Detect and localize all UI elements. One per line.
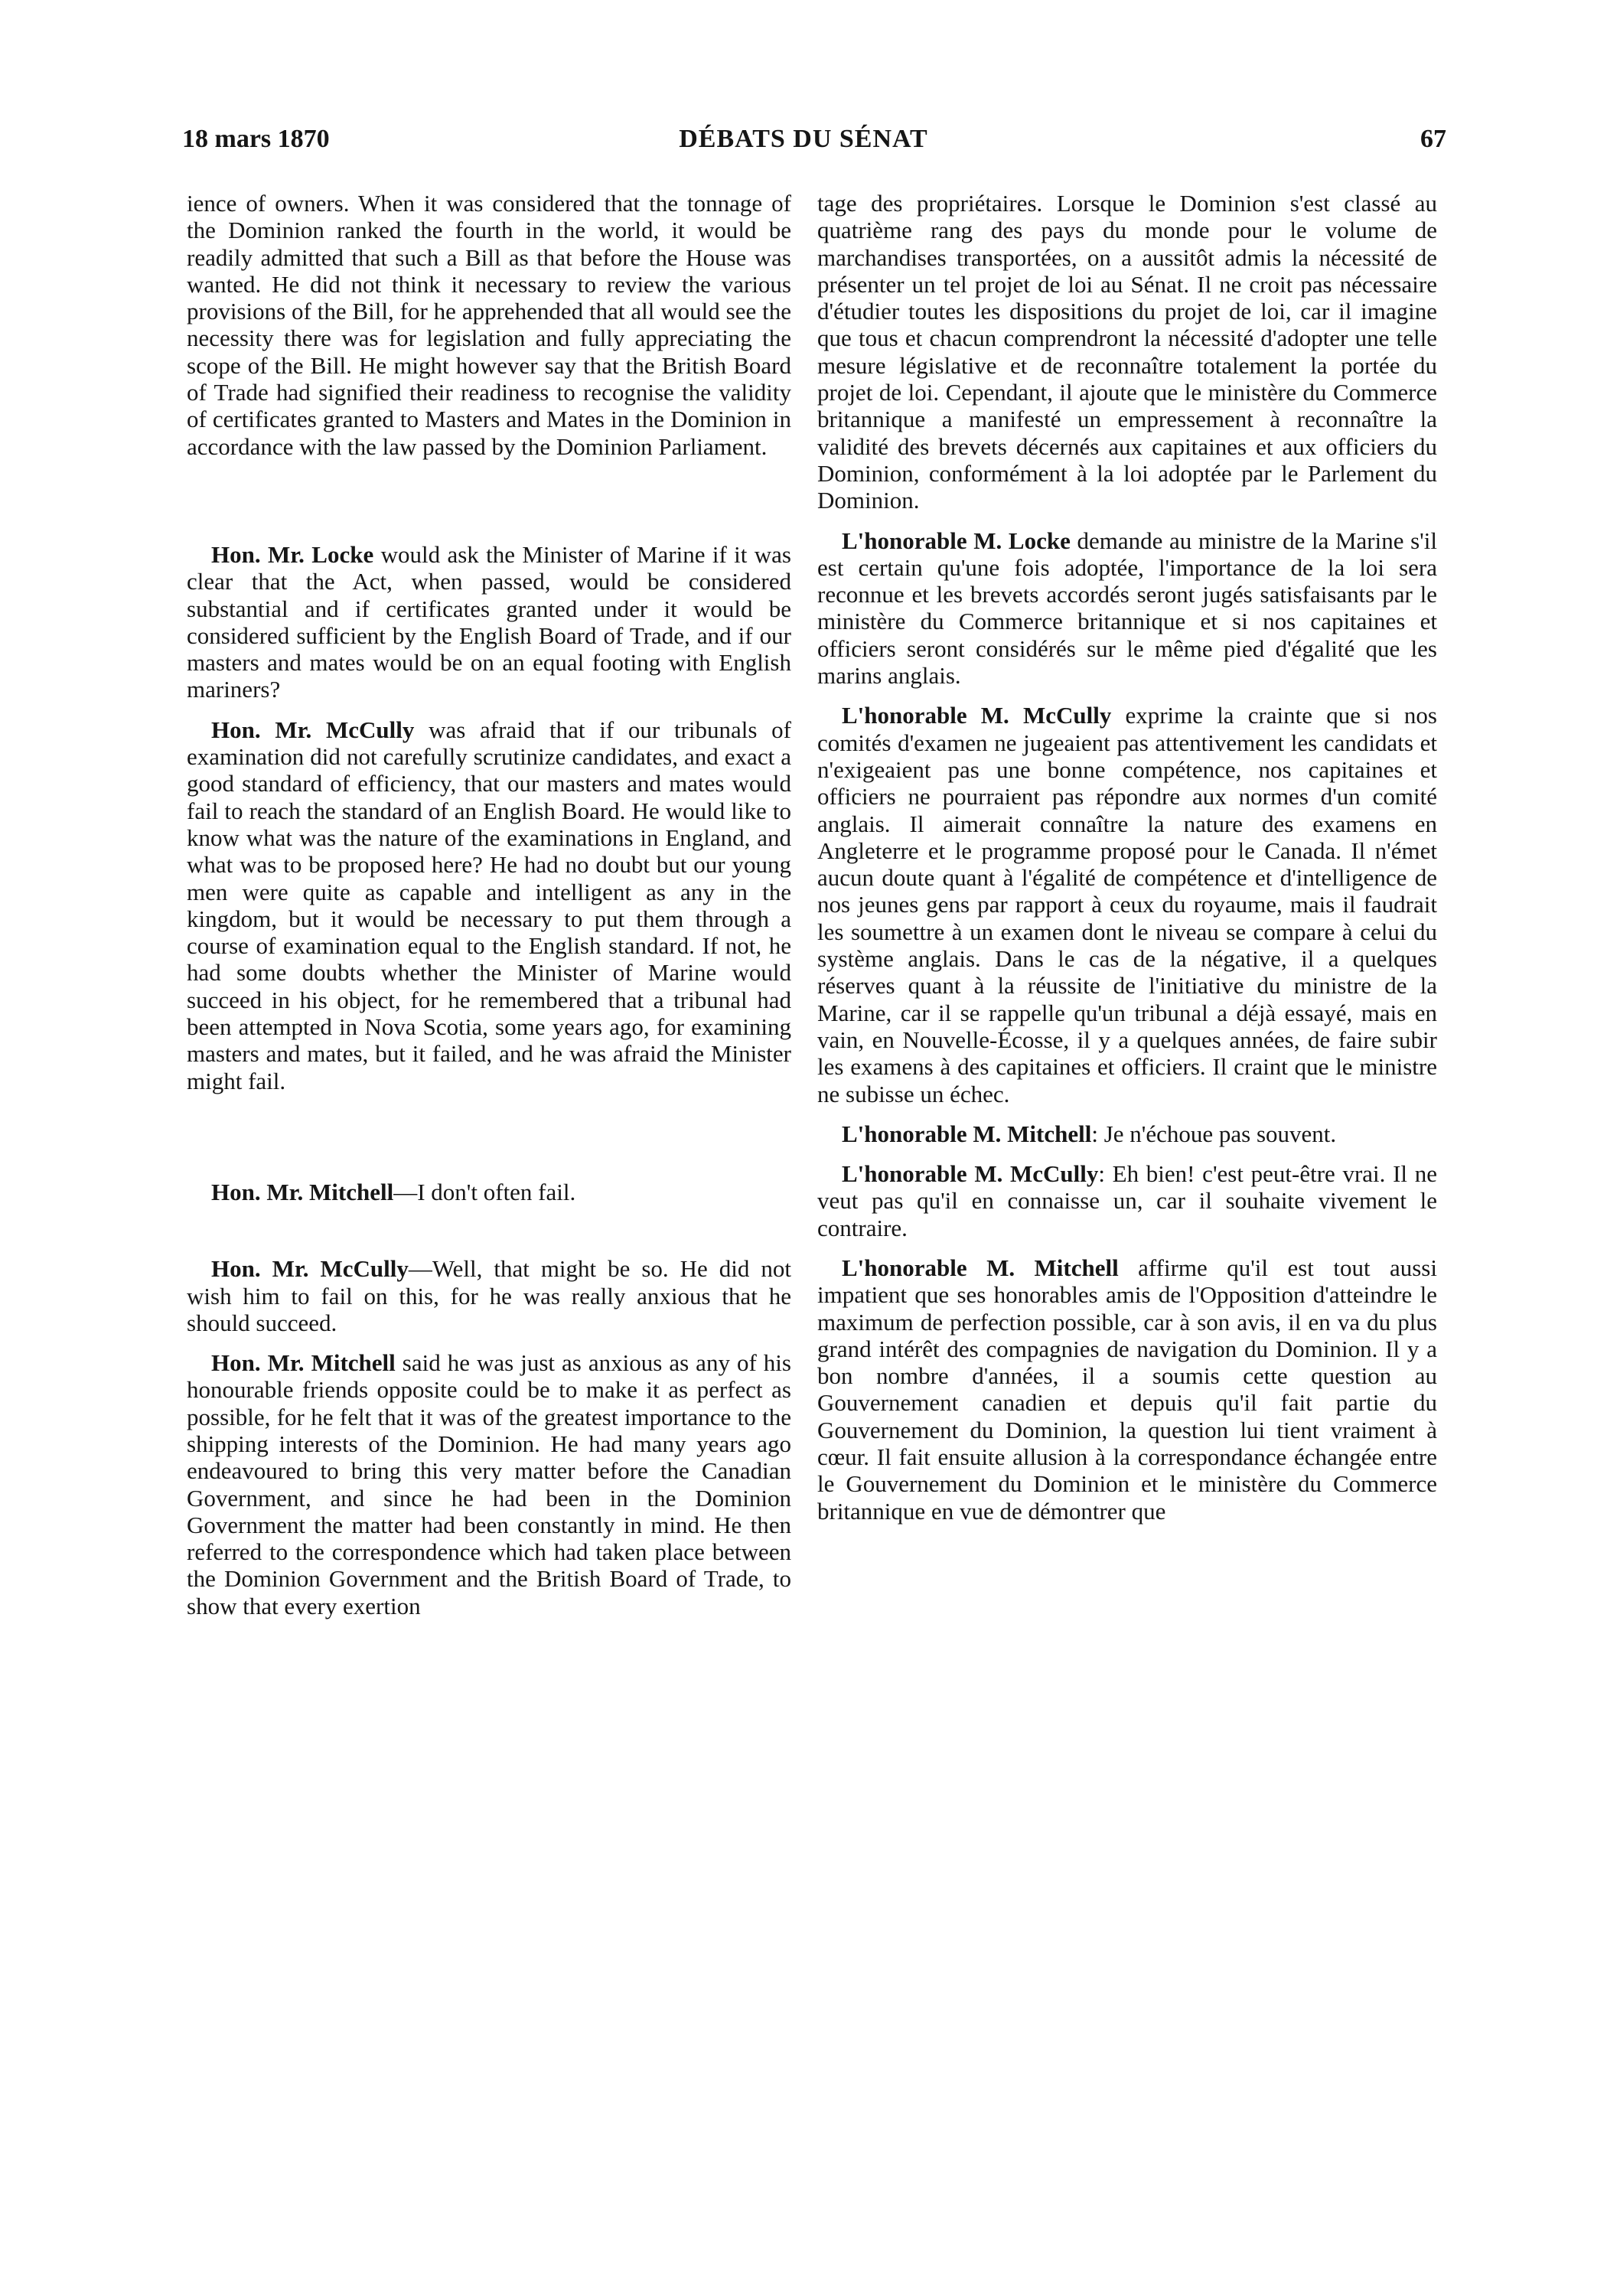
fr-speaker: L'honorable M. McCully (842, 702, 1112, 729)
en-text: would ask the Minister of Marine if it was clear that the Act, when passed, would be considered substantial and if certificates granted under it would be considered sufficient by the English Board of Trade, and if our masters and mates would be on an equal footing with English mariners? (187, 540, 791, 703)
fr-paragraph-6 (817, 1254, 1437, 1525)
en-text: —I don't often fail. (393, 1178, 576, 1205)
en-speaker: Hon. Mr. Mitchell (211, 1178, 394, 1205)
header-title: DÉBATS DU SÉNAT (679, 125, 928, 153)
en-paragraph-2 (187, 541, 791, 703)
fr-text: : Eh bien! c'est peut-être vrai. Il ne veut pas qu'il en connaisse un, car il souhaite vivement le contraire. (817, 1160, 1437, 1241)
en-text: —Well, that might be so. He did not wish him to fail on this, for he was really anxious that he should succeed. (187, 1255, 791, 1336)
en-paragraph-5 (187, 1255, 791, 1336)
header-date: 18 mars 1870 (182, 125, 330, 153)
en-text: said he was just as anxious as any of his honourable friends opposite could be to make it as perfect as possible, for he felt that it was of the greatest importance to the shipping interests of the Dominion. He had many years ago endeavoured to bring this very matter before the Canadian Government, and since he had been in the Dominion Government the matter had been constantly in mind. He then referred to the correspondence which had taken place between the Dominion Government and the British Board of Trade, to show that every exertion (187, 1349, 791, 1619)
fr-speaker: L'honorable M. McCully (842, 1160, 1099, 1188)
fr-speaker: L'honorable M. Locke (842, 527, 1071, 554)
en-paragraph-1 (187, 190, 791, 460)
en-text: was afraid that if our tribunals of examination did not carefully scrutinize candidates, and exact a good standard of efficiency, that our masters and mates would fail to reach the standard of an English Board. He would like to know what was the nature of the examinations in England, and what was to be proposed here? He had no doubt but our young men were quite as capable and intelligent as any in the kingdom, but it would be necessary to put them through a course of examination equal to the English standard. If not, he had some doubts whether the Minister of Marine would succeed in his object, for he remembered that a tribunal had been attempted in Nova Scotia, some years ago, for examining masters and mates, but it failed, and he was afraid the Minister might fail. (187, 716, 791, 1094)
page-number: 67 (1420, 125, 1446, 153)
english-column (187, 190, 791, 1619)
en-paragraph-4 (187, 1179, 791, 1205)
fr-text: tage des propriétaires. Lorsque le Dominion s'est classé au quatrième rang des pays du monde pour le volume de marchandises transportées, on a aussitôt admis la nécessité de présenter un tel projet de loi au Sénat. Il ne croit pas nécessaire d'étudier toutes les dispositions du projet de loi, car il imagine que tous et chacun comprendront la nécessité d'adopter une telle mesure législative et de reconnaître totalement la portée du projet de loi. Cependant, il ajoute que le ministère du Commerce britannique a manifesté un empressement à reconnaître la validité des brevets décernés aux capitaines et aux officiers du Dominion, conformément à la loi adoptée par le Parlement du Dominion. (817, 190, 1437, 514)
fr-speaker: L'honorable M. Mitchell (842, 1120, 1092, 1147)
fr-paragraph-4 (817, 1120, 1437, 1147)
fr-speaker: L'honorable M. Mitchell (842, 1254, 1119, 1281)
fr-text: demande au ministre de la Marine s'il est certain qu'une fois adoptée, l'importance de la loi sera reconnue et les brevets accordés seront jugés satisfaisants par le ministère du Commerce britannique et si nos capitaines et officiers seront considérés sur le même pied d'égalité que les marins anglais. (817, 527, 1437, 690)
en-speaker: Hon. Mr. Locke (211, 540, 374, 568)
french-column (817, 190, 1437, 1525)
en-text: ience of owners. When it was considered that the tonnage of the Dominion ranked the fourth in the world, it would be readily admitted that such a Bill as that before the House was wanted. He did not think it necessary to review the various provisions of the Bill, for he apprehended that all would see the necessity there was for legislation and fully appreciating the scope of the Bill. He might however say that the British Board of Trade had signified their readiness to recognise the validity of certificates granted to Masters and Mates in the Dominion in accordance with the law passed by the Dominion Parliament. (187, 190, 791, 460)
en-speaker: Hon. Mr. McCully (211, 716, 415, 743)
en-speaker: Hon. Mr. Mitchell (211, 1349, 396, 1377)
fr-paragraph-5 (817, 1160, 1437, 1241)
fr-text: : Je n'échoue pas souvent. (1091, 1120, 1337, 1147)
en-paragraph-3 (187, 716, 791, 1094)
fr-text: affirme qu'il est tout aussi impatient que ses honorables amis de l'Opposition d'atteindre le maximum de perfection possible, car à son avis, il en va du plus grand intérêt des compagnies de navigation du Dominion. Il y a bon nombre d'années, il a soumis cette question au Gouvernement canadien et depuis qu'il fait partie du Gouvernement du Dominion, la question lui tient vraiment à cœur. Il fait ensuite allusion à la correspondance échangée entre le Gouvernement du Dominion et le ministère du Commerce britannique en vue de démontrer que (817, 1254, 1437, 1525)
en-paragraph-6 (187, 1349, 791, 1619)
fr-text: exprime la crainte que si nos comités d'examen ne jugeaient pas attentivement les candidats et n'exigeaient pas une bonne compétence, nos capitaines et officiers ne pourraient pas répondre aux normes d'un comité anglais. Il aimerait connaître la nature des examens en Angleterre et le programme proposé pour le Canada. Il n'émet aucun doute quant à l'égalité de compétence et d'intelligence de nos jeunes gens par rapport à ceux du royaume, mais il faudrait les soumettre à un examen dont le niveau se compare à celui du système anglais. Dans le cas de la négative, il a quelques réserves quant à la réussite de l'initiative du ministre de la Marine, car il se rappelle qu'un tribunal a déjà essayé, mais en vain, en Nouvelle-Écosse, il y a quelques années, de faire subir les examens à des capitaines et officiers. Il craint que le ministre ne subisse un échec. (817, 702, 1437, 1107)
fr-paragraph-2 (817, 527, 1437, 690)
fr-paragraph-3 (817, 702, 1437, 1107)
fr-paragraph-1 (817, 190, 1437, 514)
en-speaker: Hon. Mr. McCully (211, 1255, 409, 1283)
